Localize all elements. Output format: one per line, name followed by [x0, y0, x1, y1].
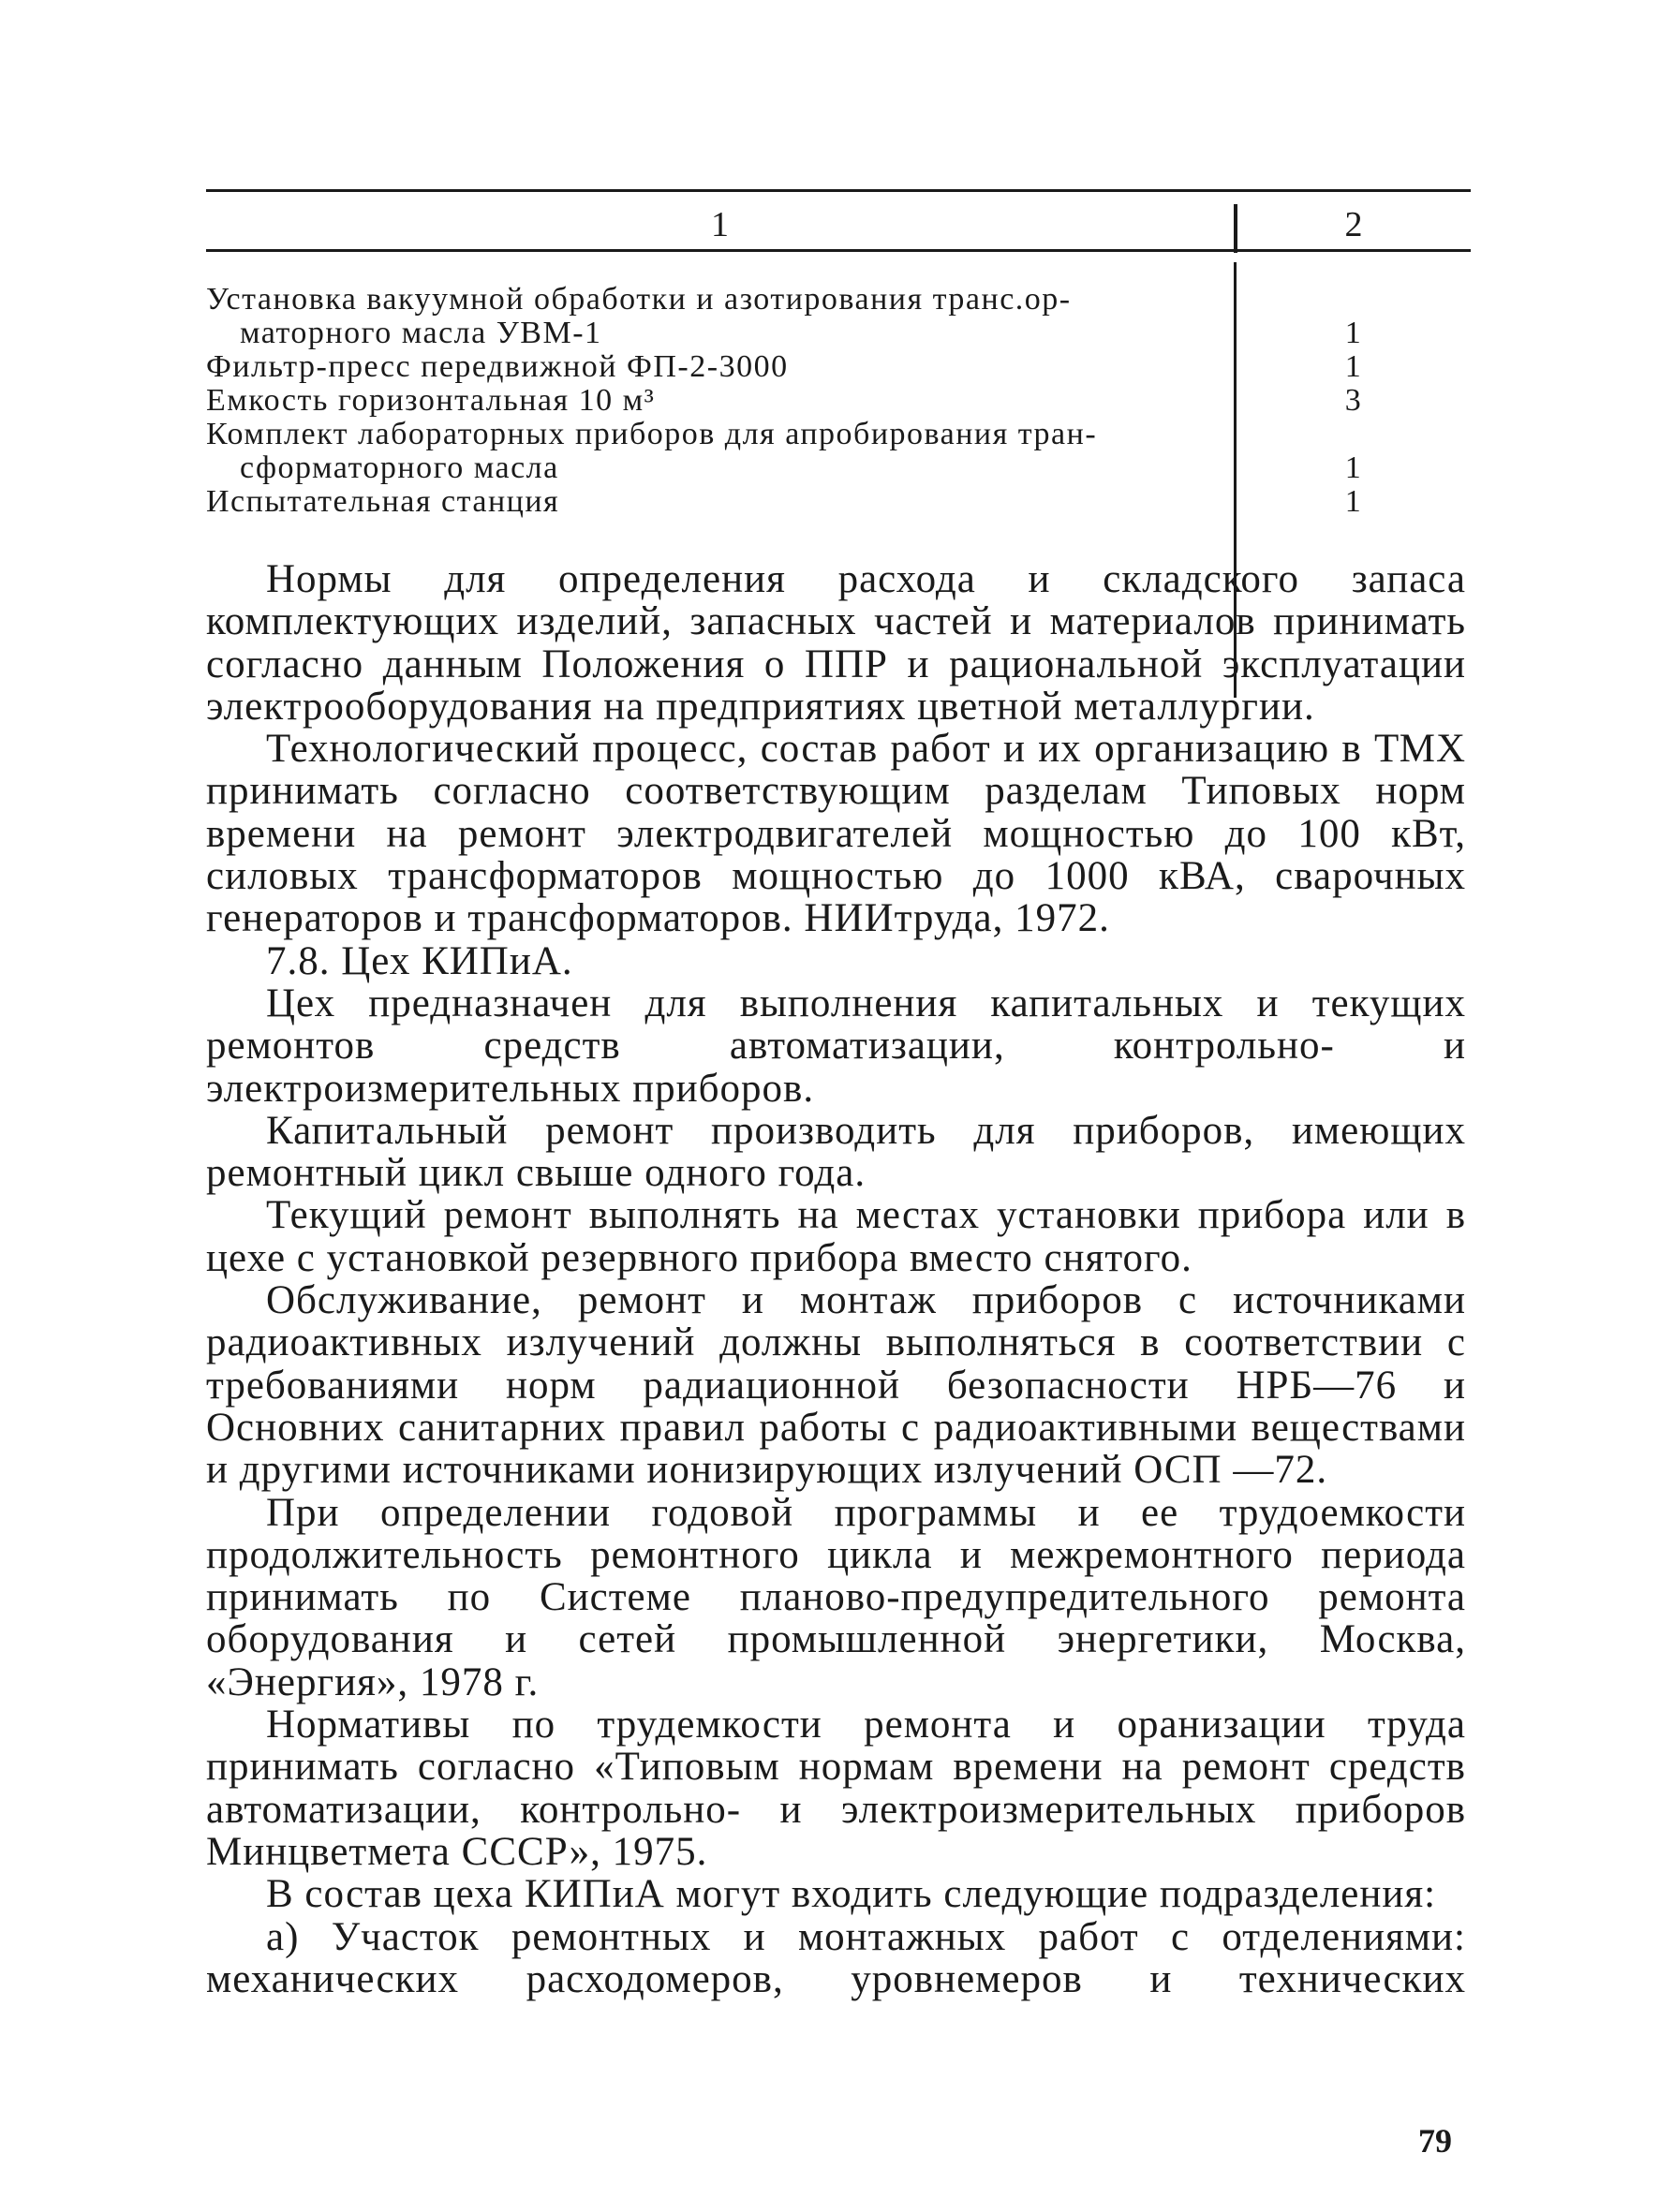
- table-row: [206, 418, 1471, 485]
- section-heading: 7.8. Цех КИПиА.: [266, 938, 573, 983]
- table-row: [206, 350, 1471, 384]
- item-name-continued: маторного масла УВМ-1: [240, 316, 602, 350]
- page-number: 79: [1418, 2122, 1452, 2160]
- paragraph: Нормативы по трудемкости ремонта и оранизации труда принимать согласно «Типовым нормам времени на ремонт средств автоматизации, контрольно- и электроизмерительных приборов Минцветмета СССР», 1975.: [206, 1703, 1466, 1874]
- table-body: [206, 283, 1471, 519]
- paragraph: Цех предназначен для выполнения капитальных и текущих ремонтов средств автоматизации, контрольно- и электроизмерительных приборов.: [206, 981, 1466, 1111]
- item-name-continued: сформаторного масла: [240, 450, 559, 485]
- table-row: [206, 283, 1471, 350]
- paragraph: Текущий ремонт выполнять на местах установки прибора или в цехе с установкой резервного прибора вместо снятого.: [206, 1193, 1466, 1280]
- item-name: Емкость горизонтальная 10 м³: [206, 383, 656, 418]
- body-text: [206, 558, 1466, 2000]
- table-row: [206, 485, 1471, 519]
- paragraph: Капитальный ремонт производить для приборов, имеющих ремонтный цикл свыше одного года.: [206, 1108, 1466, 1196]
- item-quantity: 1: [1344, 316, 1363, 350]
- paragraph: а) Участок ремонтных и монтажных работ с отделениями: механических расходомеров, уровнемеров и технических: [206, 1914, 1466, 2001]
- table-top-rule: [206, 189, 1471, 192]
- item-quantity: 1: [1344, 450, 1363, 485]
- item-quantity: 3: [1344, 383, 1363, 418]
- table-header-column-1: 1: [711, 205, 729, 244]
- item-name: Фильтр-пресс передвижной ФП-2-3000: [206, 349, 789, 384]
- paragraph: Обслуживание, ремонт и монтаж приборов с источниками радиоактивных излучений должны выполняться в соответствии с требованиями норм радиационной безопасности НРБ—76 и Основних санитарних правил работы с радиоактивными веществами и другими источниками ионизирующих излучений ОСП —72.: [206, 1278, 1466, 1493]
- table-header-rule: [206, 249, 1471, 252]
- item-name: Установка вакуумной обработки и азотирования транс.ор-: [206, 282, 1072, 317]
- paragraph: В состав цеха КИПиА могут входить следующие подразделения:: [266, 1872, 1437, 1917]
- paragraph: При определении годовой программы и ее трудоемкости продолжительность ремонтного цикла и межремонтного периода принимать по Системе планово-предупредительного ремонта оборудования и сетей промышленной энергетики, Москва, «Энергия», 1978 г.: [206, 1490, 1466, 1704]
- table-row: [206, 384, 1471, 418]
- item-name: Испытательная станция: [206, 484, 560, 519]
- item-name: Комплект лабораторных приборов для апробирования тран-: [206, 417, 1098, 451]
- item-quantity: 1: [1344, 484, 1363, 519]
- item-quantity: 1: [1344, 349, 1363, 384]
- paragraph: Нормы для определения расхода и складского запаса комплектующих изделий, запасных частей и материалов принимать согласно данным Положения о ППР и рациональной эксплуатации электрооборудования на предприятиях цветной металлургии.: [206, 557, 1466, 729]
- paragraph: Технологический процесс, состав работ и их организацию в ТМХ принимать согласно соответствующим разделам Типовых норм времени на ремонт электродвигателей мощностью до 100 кВт, силовых трансформаторов мощностью до 1000 кВА, сварочных генераторов и трансформаторов. НИИтруда, 1972.: [206, 727, 1466, 941]
- table-header-column-2: 2: [1344, 205, 1363, 244]
